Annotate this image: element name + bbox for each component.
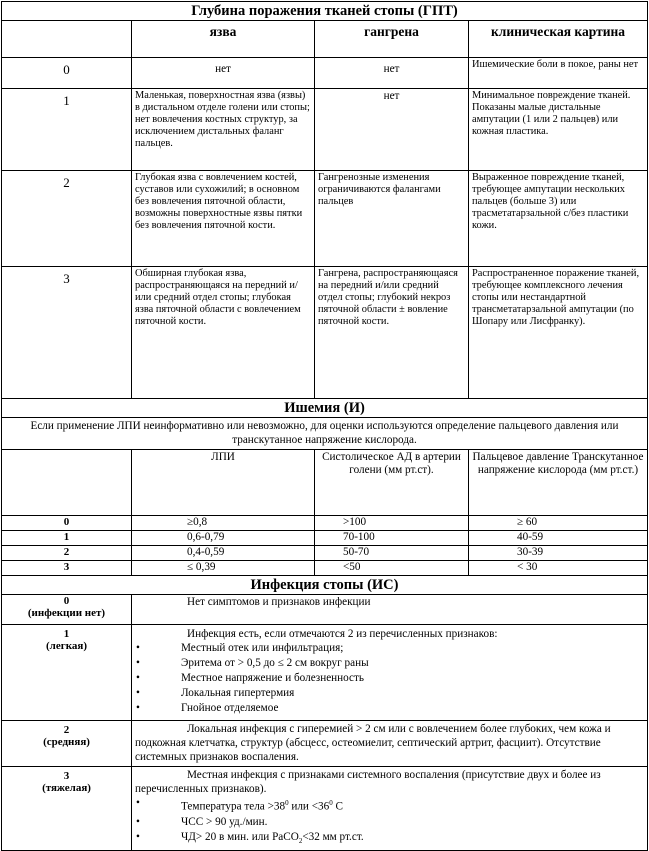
ischemia-header-row [2,450,648,516]
gpt-ulcer: Маленькая, поверхностная язва (язвы) в дистальном отделе голени или стопы; нет вовлечения костных структур, за исключением дистальных фаланг пальцев. [132,89,315,171]
infection-grade-cell [2,721,132,767]
infection-grade: 1 [63,628,70,640]
ischemia-header-sbp: Систолическое АД в артерии голени (мм рт.ст). [315,450,469,516]
bullet-icon: • [136,797,140,809]
ischemia-abi: ≤ 0,39 [132,561,315,576]
gpt-title-row [2,2,648,21]
gpt-grade: 0 [2,58,132,89]
gpt-header-row [2,21,648,58]
infection-list-item: • ЧД> 20 в мин. или PaCO$_2$<32 мм рт.ст. [135,830,644,849]
infection-row-2 [2,721,648,767]
infection-grade: 3 [63,770,70,782]
ischemia-grade: 0 [2,516,132,531]
gpt-clinical: Распространенное поражение тканей, требующее комплексного лечения стопы или нестандартной трансметатарзальной ампутации (по Шопару или Лисфранку). [469,267,648,399]
ischemia-note-row [2,418,648,450]
gpt-header-empty [2,21,132,58]
gpt-ulcer: нет [132,58,315,89]
gpt-gangrene: Гангрена, распространяющаяся на передний и/или средний отдел стопы; глубокий некроз пяточной области ± вовление пяточной кости. [315,267,469,399]
infection-grade: 0 [63,595,70,607]
infection-row-0 [2,595,648,625]
ischemia-row-2 [2,546,648,561]
infection-text: Локальная инфекция с гиперемией > 2 см или с вовлечением более глубоких, чем кожа и подкожная клетчатка, структур (абсцесс, остеомиелит, септический артрит, фасциит). Отсутствие системных признаков воспаления. [132,721,648,767]
ischemia-header-abi: ЛПИ [132,450,315,516]
bullet-icon: • [136,702,140,714]
gpt-grade: 2 [2,171,132,267]
infection-list-item: • Температура тела $>38^0$ или $<36^0$ С [136,797,343,813]
infection-text: Нет симптомов и признаков инфекции [132,595,648,625]
infection-text: Местная инфекция с признаками системного воспаления (присутствие двух и более из перечисленных признаков). [135,769,601,795]
gpt-ulcer: Обширная глубокая язва, распространяющаяся на передний и/или средний отдел стопы; глубокая язва пяточной области с вовлечением пяточной кости. [132,267,315,399]
gpt-header-ulcer: язва [132,21,315,58]
infection-list-item: • Местное напряжение и болезненность [136,672,364,684]
gpt-ulcer: Глубокая язва с вовлечением костей, суставов или сухожилий; в основном без вовлечения пяточной области, возможны поверхностные язвы пятки без вовлечения пяточной кости. [132,171,315,267]
ischemia-toe: 30-39 [469,546,648,561]
gpt-row-3 [2,267,648,399]
gpt-row-0 [2,58,648,89]
ischemia-header-empty [2,450,132,516]
ischemia-row-1 [2,531,648,546]
ischemia-title-row [2,399,648,418]
infection-row-3 [2,767,648,851]
bullet-icon: • [136,687,140,699]
ischemia-sbp: <50 [315,561,469,576]
classification-table [1,1,648,851]
ischemia-row-0 [2,516,648,531]
infection-grade-cell [2,767,132,851]
infection-grade-label: (инфекции нет) [27,607,106,619]
bullet-icon: • [136,657,140,669]
ischemia-abi: 0,6-0,79 [132,531,315,546]
gpt-gangrene: нет [315,58,469,89]
ischemia-sbp: >100 [315,516,469,531]
gpt-grade: 1 [2,89,132,171]
infection-row-1 [2,625,648,721]
gpt-header-clinical: клиническая картина [469,21,648,58]
infection-cell [132,625,648,721]
infection-list-item: • ЧСС > 90 уд./мин. [136,815,268,828]
infection-list-item: • Локальная гипертермия [136,687,295,699]
infection-grade: 2 [63,724,70,736]
gpt-gangrene: нет [315,89,469,171]
gpt-row-1 [2,89,648,171]
ischemia-toe: < 30 [469,561,648,576]
bullet-icon: • [136,672,140,684]
gpt-gangrene: Гангренозные изменения ограничиваются фалангами пальцев [315,171,469,267]
bullet-icon: • [136,642,140,654]
gpt-row-2 [2,171,648,267]
infection-grade-label: (легкая) [46,640,87,652]
bullet-icon: • [136,815,140,828]
gpt-grade: 3 [2,267,132,399]
gpt-clinical: Минимальное повреждение тканей. Показаны малые дистальные ампутации (1 или 2 пальцев) или кожная пластика. [469,89,648,171]
infection-grade-cell [2,625,132,721]
infection-list-item: • Эритема от > 0,5 до ≤ 2 см вокруг раны [136,657,369,669]
infection-grade-label: (тяжелая) [42,782,91,794]
infection-list-item: • Местный отек или инфильтрация; [136,642,344,654]
gpt-clinical: Выраженное повреждение тканей, требующее ампутации нескольких пальцев (больше 3) или трасметатарзальной с/без пластики кожи. [469,171,648,267]
ischemia-grade: 3 [2,561,132,576]
ischemia-grade: 1 [2,531,132,546]
ischemia-abi: 0,4-0,59 [132,546,315,561]
infection-grade-label: (средняя) [43,736,90,748]
ischemia-note: Если применение ЛПИ неинформативно или невозможно, для оценки используются определение пальцевого давления или транскутанное напряжение кислорода. [2,418,648,450]
ischemia-section-title: Ишемия (И) [2,399,648,418]
gpt-header-gangrene: гангрена [315,21,469,58]
ischemia-toe: 40-59 [469,531,648,546]
ischemia-toe: ≥ 60 [469,516,648,531]
ischemia-row-3 [2,561,648,576]
ischemia-header-toe: Пальцевое давление Транскутанное напряжение кислорода (мм рт.ст.) [469,450,648,516]
infection-list-item: • Гнойное отделяемое [136,702,279,714]
infection-section-title: Инфекция стопы (ИС) [2,576,648,595]
infection-text: Инфекция есть, если отмечаются 2 из перечисленных признаков: [187,628,498,640]
infection-grade-cell [2,595,132,625]
infection-title-row [2,576,648,595]
gpt-section-title: Глубина поражения тканей стопы (ГПТ) [2,2,648,21]
bullet-icon: • [136,830,140,843]
ischemia-grade: 2 [2,546,132,561]
ischemia-sbp: 50-70 [315,546,469,561]
gpt-clinical: Ишемические боли в покое, раны нет [469,58,648,89]
ischemia-sbp: 70-100 [315,531,469,546]
infection-cell [132,767,648,851]
ischemia-abi: ≥0,8 [132,516,315,531]
